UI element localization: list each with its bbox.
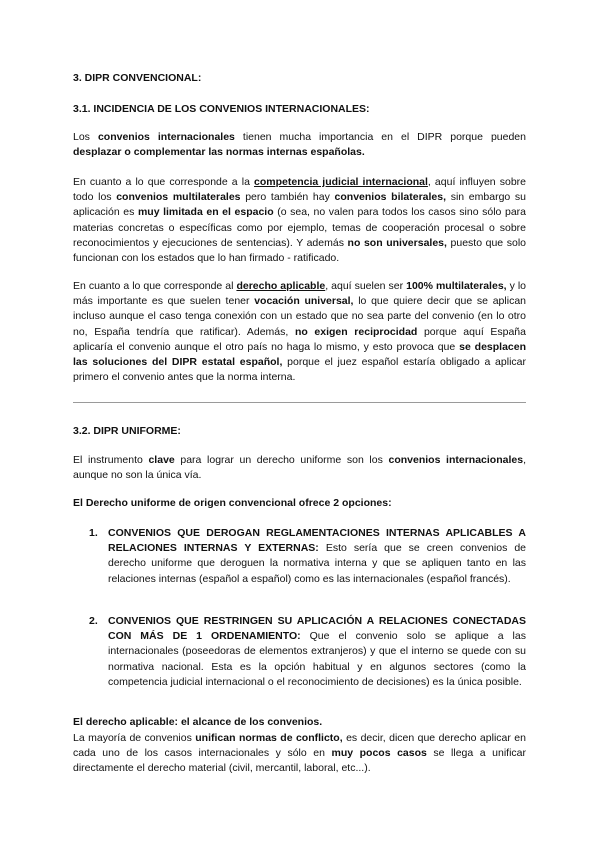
applicable-law-heading: El derecho aplicable: el alcance de los convenios.	[73, 716, 323, 728]
paragraph-competencia-judicial: En cuanto a lo que corresponde a la competencia judicial internacional, aquí influyen sobre todo los convenios multilaterales pero también hay convenios bilaterales, sin embargo su aplicación es muy limitada en el espacio (o sea, no valen para todos los casos sino sólo para materias concretas o específicas como por ejemplo, temas de cooperación procesal o sobre reconocimientos y ejecuciones de sentencias). Y además no son universales, puesto que solo funcionan con los estados que lo han firmado - ratificado.	[73, 176, 527, 265]
list-item: 1. CONVENIOS QUE DEROGAN REGLAMENTACIONES INTERNAS APLICABLES A RELACIONES INTERNAS Y EXTERNAS: Esto sería que se creen convenios de derecho uniforme que deroguen la normativa interna y que se apliquen tanto en las relaciones internas (español a español) como es las internacionales (español francés).	[89, 527, 526, 585]
options-heading: El Derecho uniforme de origen convencional ofrece 2 opciones:	[73, 497, 392, 509]
paragraph-normas-conflicto: La mayoría de convenios unifican normas de conflicto, es decir, dicen que derecho aplicar en cada uno de los casos internacionales y sólo en muy pocos casos se llega a unificar directamente el derecho material (civil, mercantil, laboral, etc...).	[73, 732, 526, 775]
section-title: 3. DIPR CONVENCIONAL:	[73, 72, 202, 84]
subsection-3-2-title: 3.2. DIPR UNIFORME:	[73, 425, 181, 437]
paragraph-convenios-importancia: Los convenios internacionales tienen mucha importancia en el DIPR porque pueden desplazar o complementar las normas internas españolas.	[73, 131, 526, 159]
paragraph-instrumento-clave: El instrumento clave para lograr un derecho uniforme son los convenios internacionales, aunque no son la única vía.	[73, 454, 526, 482]
list-item: 2. CONVENIOS QUE RESTRINGEN SU APLICACIÓN A RELACIONES CONECTADAS CON MÁS DE 1 ORDENAMIENTO: Que el convenio solo se aplique a las internacionales (poseedoras de elementos extranjeros) y que el interno se quede con su normativa nacional. Esta es la opción habitual y en algunos sectores (como la competencia judicial internacional o el reconocimiento de decisiones) es la única posible.	[89, 615, 526, 688]
list-item-number: 1.	[89, 527, 98, 539]
list-item-number: 2.	[89, 615, 98, 627]
horizontal-divider	[73, 402, 526, 403]
paragraph-derecho-aplicable: En cuanto a lo que corresponde al derecho aplicable, aquí suelen ser 100% multilaterales, y lo más importante es que suelen tener vocación universal, lo que quiere decir que se aplican incluso aunque el caso tenga conexión con un estado que no sea parte del convenio (en lo otro no, España tendría que ratificar). Además, no exigen reciprocidad porque aquí España aplicaría el convenio aunque el otro país no haga lo mismo, y esto provoca que se desplacen las soluciones del DIPR estatal español, porque el juez español estaría obligado a aplicar primero el convenio antes que la norma interna.	[73, 280, 527, 384]
subsection-3-1-title: 3.1. INCIDENCIA DE LOS CONVENIOS INTERNACIONALES:	[73, 103, 370, 115]
